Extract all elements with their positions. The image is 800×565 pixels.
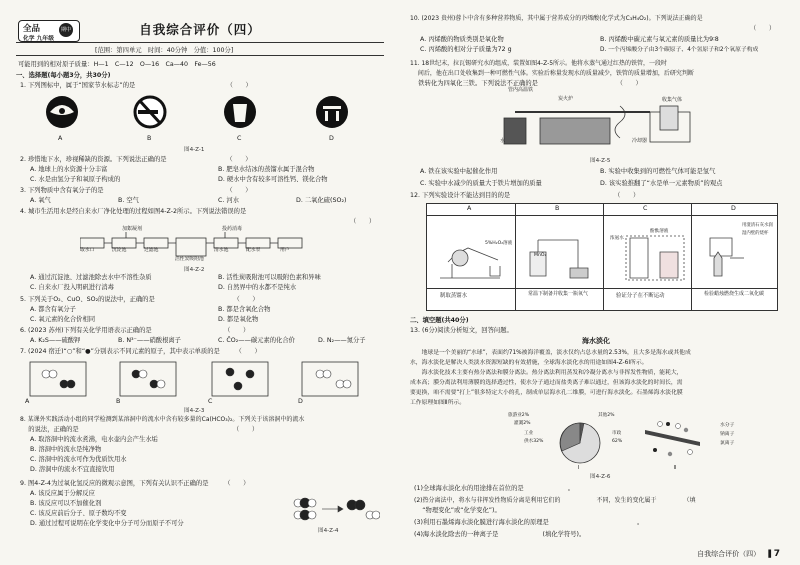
question-11-l2: 间后，他在出口处收集到一种可燃性气体。实验后称量发现水的质量减少，铁管的质量增加，后研究判断 xyxy=(410,70,694,77)
q4-option-d: D. 自然界中的水都不是纯水 xyxy=(218,284,297,291)
q1-opt-a: A xyxy=(58,135,63,142)
q7-opt-b: B xyxy=(116,398,121,405)
q10-option-c: C. 丙烯酸的相对分子质量为72 g xyxy=(420,46,512,53)
section-fill: 二、填空题(共40分) xyxy=(410,317,469,324)
recycle-icon xyxy=(224,96,256,128)
q9-option-d: D. 通过过程可说明在化学变化中分子可分而原子不可分 xyxy=(30,520,184,527)
q9-option-b: B. 该反应可以不加催化剂 xyxy=(30,500,102,507)
q12-cell-d: 检验蜡烛燃烧生成二氧化碳 xyxy=(703,291,764,297)
q3-option-b: B. 空气 xyxy=(118,197,139,204)
question-13: 13. (6分)阅读分析短文，回答问题。 xyxy=(410,327,513,334)
q11-option-b: B. 实验中收集到的可燃性气体可能是氢气 xyxy=(600,168,716,175)
no-smoking-icon xyxy=(135,97,165,127)
flow-step-5: 清水池 xyxy=(214,248,229,253)
footer-title: 自我综合评价（四） xyxy=(697,550,761,558)
pie-label-municipal: 市政 xyxy=(612,431,622,436)
q9-reaction-diagram xyxy=(290,493,380,523)
q3-option-a: A. 氧气 xyxy=(30,197,51,204)
q12-table-header xyxy=(427,204,777,216)
q12-col-a: A xyxy=(467,205,472,212)
page-number: 7 xyxy=(773,549,780,559)
q10-option-b: B. 丙烯酸中碳元素与氧元素的质量比为9∶8 xyxy=(600,36,719,43)
q11-option-c: C. 实验中水减少的质量大于铁片增加的质量 xyxy=(420,180,542,187)
graphene-membrane xyxy=(640,420,710,464)
q1-opt-d: D xyxy=(329,135,334,142)
flow-step-6: 配水泵 xyxy=(246,248,261,253)
title-divider xyxy=(16,42,384,43)
q8-option-a: A. 取溶洞中的流水煮沸，电水壶内会产生水垢 xyxy=(30,436,158,443)
sub-question-1: (1)全球海水淡化水的用途排在首位的是 。 xyxy=(414,485,575,492)
question-9: 9. 图4-Z-4为过氧化氢反应的微观示意图，下列有关认识不正确的是 （ ） xyxy=(20,480,250,487)
question-10: 10. (2023 贵州)蓉卜中含有多种营养物质，其中属于营养成分的丙烯酸(化学式为C₃H₄O₂)。下列说法正确的是 xyxy=(410,15,703,22)
legend-water: 水分子 xyxy=(720,423,735,428)
q7-molecule-boxes xyxy=(20,360,380,406)
section-choice: 一、选择题(每小题3分，共30分) xyxy=(16,72,111,79)
q6-option-c: C. C̄O₂——碳元素的化合价 xyxy=(218,337,295,344)
q1-opt-b: B xyxy=(147,135,152,142)
q2-option-c: C. 水是由氢分子和氧原子构成的 xyxy=(30,176,121,183)
q10-option-a: A. 丙烯酸的物质类别是氧化物 xyxy=(420,36,504,43)
water-saving-icon xyxy=(46,96,78,128)
question-3: 3. 下列物质中含有氧分子的是 （ ） xyxy=(20,187,252,194)
badge-tag: 期中 xyxy=(59,23,73,37)
q12-cell-b: 常温下制备并收集一瓶氧气 xyxy=(527,291,588,297)
q7-opt-c: C xyxy=(208,398,213,405)
article-p4: 成本高；膜分离法利用薄膜的选择透过性，使水分子通过而盐类离子难以通过，但该海水淡化的时间长，需 xyxy=(410,380,683,386)
q12-label-h2o2: 5%H₂O₂溶液 xyxy=(485,241,513,246)
q9-option-a: A. 该反应属于分解反应 xyxy=(30,490,95,497)
q5-option-d: D. 都是氧化物 xyxy=(218,316,259,323)
q5-option-b: B. 都是含氧化合物 xyxy=(218,306,271,313)
question-5: 5. 下列关于O₂、CuO、SO₂的说法中，正确的是 （ ） xyxy=(20,296,259,303)
page-title: 自我综合评价（四） xyxy=(139,22,261,37)
q12-apparatus-drawings xyxy=(430,218,775,286)
q11-option-a: A. 铁在该实验中起催化作用 xyxy=(420,168,498,175)
q12-label-limewater: 用澄清石灰水润湿内壁的烧杯 xyxy=(742,223,773,236)
pie-label-other: 其他2% xyxy=(598,413,615,418)
pie-label-62: 62% xyxy=(612,439,623,444)
q12-label-phenol: 酚酞溶液 xyxy=(650,229,669,234)
q12-table-divider xyxy=(427,288,777,289)
q1-opt-c: C xyxy=(237,135,242,142)
q8-option-c: C. 溶洞中的流水可作为优质饮用水 xyxy=(30,456,127,463)
question-8-cont: 的说法，正确的是 （ ） xyxy=(20,426,259,433)
flow-top-1: 加絮凝剂 xyxy=(122,226,143,232)
q9-option-c: C. 该反应前后分子、原子数均不变 xyxy=(30,510,127,517)
q4-option-b: B. 活性炭吸附池可以吸附色素和异味 xyxy=(218,274,321,281)
q12-cell-c: 验证分子在不断运动 xyxy=(616,293,665,299)
apparatus-label-cooler: 冷却器 xyxy=(632,138,648,144)
q8-option-b: B. 溶洞中的流水是纯净物 xyxy=(30,446,102,453)
question-1: 1. 下列图标中，属于“国家节水标志”的是 （ ） xyxy=(20,82,252,89)
sub-question-2b: “物理变化”或“化学变化”)。 xyxy=(414,507,501,514)
right-page xyxy=(400,0,800,565)
article-title: 海水淡化 xyxy=(582,337,610,345)
page-footer: 自我综合评价（四） ▌7 xyxy=(697,549,780,559)
q12-col-d: D xyxy=(731,205,736,212)
flow-top-2: 投药消毒 xyxy=(222,226,243,232)
apparatus-label-collector: 收集气体 xyxy=(662,97,683,103)
q12-cell-a: 制取蒸馏水 xyxy=(440,293,467,299)
figure-caption-3: 图4-Z-3 xyxy=(184,408,205,414)
q6-option-b: B. N³⁻——硝酸根离子 xyxy=(118,337,181,344)
sub-question-2: (2)热分离法中，将水与非挥发性物质分离是利用它们的 不同，发生的变化属于 （填 xyxy=(414,497,696,504)
article-p3: 海水淡化技术主要有热分离法和膜分离法。热分离法利用蒸发和冷凝分离水与非挥发性物质，能耗大， xyxy=(410,370,683,376)
pie-label-tourism: 旅游业2% xyxy=(508,413,530,418)
q5-option-a: A. 都含有氧分子 xyxy=(30,306,76,313)
flow-step-4: 活性炭吸附池 xyxy=(175,257,204,262)
pie-label-industry: 工业 xyxy=(524,431,534,436)
article-p5: 要更换，咱不需要“打上”很多特定大小的孔，制成单层海水孔二维膜，可进行海水淡化。石墨烯海水淡化膜 xyxy=(410,390,683,396)
exam-info: [范围：第四单元 时间：40分钟 分值：100分] xyxy=(95,47,234,54)
q7-opt-d: D xyxy=(298,398,303,405)
legend-sodium: 钠离子 xyxy=(720,432,735,437)
q7-opt-a: A xyxy=(25,398,30,405)
figure-caption-2: 图4-Z-2 xyxy=(184,267,205,273)
q6-option-d: D. N₂——氮分子 xyxy=(318,337,366,344)
q10-option-d: D. 一个丙烯酸分子由3个碳原子、4个氢原子和2个氧原子构成 xyxy=(600,47,759,53)
flow-step-3: 过滤池 xyxy=(144,248,159,253)
question-8: 8. 某课外实践活动小组的同学检测到某溶洞中的流水中含有较多量的Ca(HCO₃)₂。下列关于该溶洞中的流水 xyxy=(20,416,305,423)
figure-caption-1: 图4-Z-1 xyxy=(184,147,205,153)
q12-col-b: B xyxy=(555,205,560,212)
question-11-l3: 铁转化为四氧化三铁。下列说法不正确的是 （ ） xyxy=(410,80,642,87)
q4-option-c: C. 自来水厂投入明矾进行消毒 xyxy=(30,284,114,291)
fire-safety-icon xyxy=(316,96,348,128)
q12-label-mno2: MnO₂ xyxy=(534,253,547,258)
q10-bracket: （ ） xyxy=(750,25,776,32)
q11-option-d: D. 该实验推翻了“水是单一元素物质”的观点 xyxy=(600,180,723,187)
flow-step-2: 沉淀池 xyxy=(112,248,127,253)
apparatus-label-water: 水 xyxy=(500,138,506,144)
badge-brand: 全品 xyxy=(23,24,41,34)
q12-label-ammonia: 浓氨水 xyxy=(610,236,624,241)
article-p6: 工作原理如图Ⅱ所示。 xyxy=(410,400,466,406)
apparatus-label-tube: 管内高温铁 xyxy=(508,87,534,93)
q2-option-d: D. 硬水中含有较多可溶性钙、镁化合物 xyxy=(218,176,328,183)
q12-col-c: C xyxy=(643,205,648,212)
question-6: 6. (2023 苏州)下列有关化学用语表示正确的是 （ ） xyxy=(20,327,250,334)
atomic-masses: 可能用到的相对原子质量：H—1 C—12 O—16 Ca—40 Fe—56 xyxy=(18,61,216,68)
flow-step-1: 取水口 xyxy=(80,248,95,253)
figure-caption-6: 图4-Z-6 xyxy=(590,474,611,480)
legend-chloride: 氯离子 xyxy=(720,441,735,446)
question-4: 4. 城市生活用水是经自来水厂净化处理的过程如图4-Z-2所示。下列说法错误的是 xyxy=(20,208,247,215)
article-p1: 地球是一个美丽的“水球”，表面约71%被海洋覆盖，淡水仅约占总水量的2.53%，且大多是海水或其他成 xyxy=(410,350,691,356)
sub-question-3: (3)利用石墨烯海水淡化膜进行海水淡化的原理是 。 xyxy=(414,519,644,526)
q8-option-d: D. 溶洞中的流水不宜直接饮用 xyxy=(30,466,115,473)
q3-option-d: D. 二氧化硫(SO₂) xyxy=(296,197,347,204)
question-12: 12. 下列实验设计不能达到目的的是 （ ） xyxy=(410,192,640,199)
question-2: 2. 珍惜地下水，珍视稀缺的资源。下列说法正确的是 （ ） xyxy=(20,156,252,163)
info-divider xyxy=(16,55,384,56)
q4-option-a: A. 通过沉淀池、过滤池除去水中不溶性杂质 xyxy=(30,274,152,281)
q5-option-c: C. 氧元素的化合价相同 xyxy=(30,316,96,323)
q3-option-c: C. 河水 xyxy=(218,197,239,204)
pie-label-supply: 供水32% xyxy=(524,439,544,444)
figure-caption-4: 图4-Z-4 xyxy=(318,528,339,534)
q4-bracket: （ ） xyxy=(350,218,376,225)
question-11: 11. 18世纪末，拉瓦锡研究水的组成，装置如图4-Z-5所示。他将水蒸气通过红热的铁管，一段时 xyxy=(410,60,668,67)
q1-icons xyxy=(40,92,370,137)
question-7: 7. (2024 宿迁)“○”和“●”分别表示不同元素的原子，其中表示单质的是 （ ） xyxy=(20,348,261,355)
sub-question-4: (4)海水淡化除去的一种离子是 (填化学符号)。 xyxy=(414,531,586,538)
membrane-caption: Ⅱ xyxy=(674,465,677,471)
article-p2: 水，海水淡化是解决人类淡水资源短缺的有效措施，全球海水淡化水的用途如图4-Z-6Ⅰ所示。 xyxy=(410,360,648,366)
q2-option-a: A. 地球上的水资源十分丰富 xyxy=(30,166,108,173)
badge-subject: 化学 九年级 xyxy=(23,36,55,42)
flow-step-7: 用户 xyxy=(280,248,290,253)
pie-label-irrigation: 灌溉2% xyxy=(514,421,531,426)
pie-caption: Ⅰ xyxy=(578,465,580,471)
desalination-pie xyxy=(550,418,610,468)
q2-option-b: B. 肥皂水结冰的蒸馏水属于混合物 xyxy=(218,166,315,173)
figure-caption-5: 图4-Z-5 xyxy=(590,158,611,164)
apparatus-label-furnace: 炭火炉 xyxy=(558,96,574,102)
q6-option-a: A. K₂S——硫酸钾 xyxy=(30,337,81,344)
